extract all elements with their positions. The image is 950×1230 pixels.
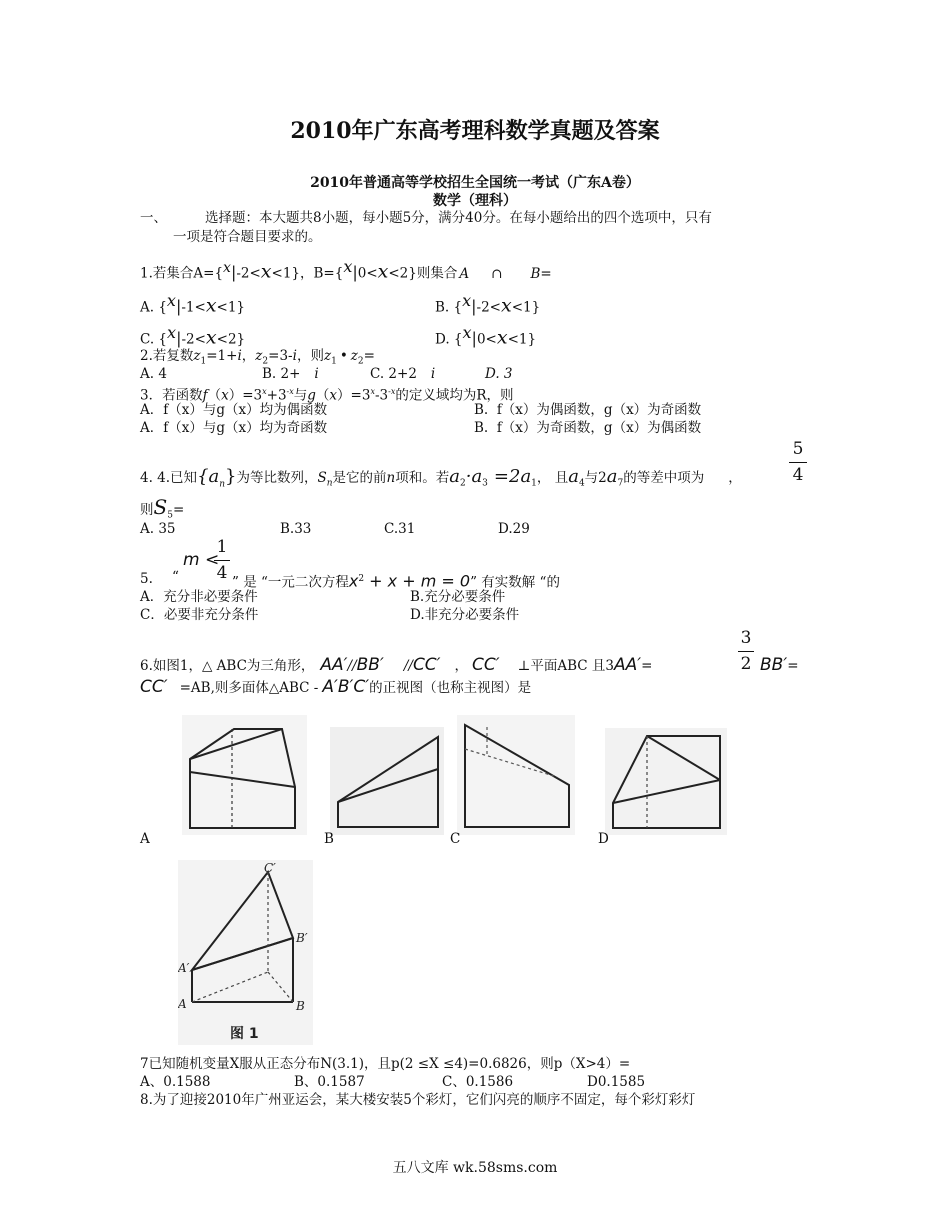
- figure-label-c: C: [450, 831, 461, 847]
- question-1: 1.若集合A={$^x$|-2<x<1}，B={$^x$|0<x<2}则集合 A ∩ B=: [140, 257, 552, 283]
- q1-option-a: A. {$^x$|-1<x<1}: [140, 291, 246, 317]
- q6-fraction-bar: [738, 651, 754, 652]
- q5-fraction-denominator: 4: [216, 563, 228, 583]
- fig1-label-a-prime: A′: [178, 961, 190, 975]
- exam-subtitle: 2010年普通高等学校招生全国统一考试（广东A卷）: [310, 175, 640, 191]
- footer-source: 五八文库 wk.58sms.com: [392, 1160, 558, 1176]
- question-6-line-2: CC′ =AB,则多面体△ABC - A′B′C′的正视图（也称主视图）是: [140, 677, 532, 697]
- q3-option-a: A．f（x）与g（x）均为偶函数: [140, 402, 328, 418]
- q4-option-a: A. 35: [140, 521, 176, 537]
- question-3: 3．若函数$f(x)=3^x+3^{-x}$与$g(x)=3^x-3^{-x}$的定义域均为R，则: [140, 387, 514, 404]
- q7-option-c: C、0.1586: [442, 1074, 514, 1090]
- q3-option-c: A．f（x）与g（x）均为奇函数: [140, 420, 328, 436]
- figure-label-b: B: [324, 831, 334, 847]
- question-4: 4. 4.已知$\{a_n\}$为等比数列，$S_n$是它的前n项和。若$a_2\cdot a_3 =2a_1$， 且$a_4$与$2a_7$的等差中项为 ，: [140, 466, 742, 490]
- q3-option-d: B. f（x）为奇函数，g（x）为偶函数: [474, 420, 702, 436]
- q5-option-c: C．必要非充分条件: [140, 607, 259, 623]
- figure-option-b: [330, 727, 444, 835]
- q5-inequality: m <: [183, 550, 220, 570]
- fig1-label-b: B: [296, 999, 305, 1013]
- q7-option-a: A、0.1588: [140, 1074, 211, 1090]
- section-instructions: 选择题：本大题共8小题，每小题5分，满分40分。在每小题给出的四个选项中，只有: [205, 210, 712, 226]
- q2-option-d: D. 3: [485, 366, 513, 382]
- section-number: 一、: [140, 210, 167, 226]
- q7-option-d: D0.1585: [587, 1074, 646, 1090]
- q4-then: 则$S_5=$: [140, 495, 185, 521]
- q3-option-b: B. f（x）为偶函数，g（x）为奇函数: [474, 402, 702, 418]
- figure-1: [178, 860, 313, 1045]
- q2-option-c: C. 2+2 i: [370, 366, 436, 382]
- question-2: 2.若复数$z_1=1+i$，$z_2=3-i$，则$z_1$ • $z_2=$: [140, 348, 375, 367]
- question-7: 7已知随机变量X服从正态分布N(3.1)，且p(2 ≤X ≤4)=0.6826，则p（X>4）=: [140, 1056, 631, 1072]
- q5-option-a: A．充分非必要条件: [140, 589, 258, 605]
- q4-option-c: C.31: [384, 521, 416, 537]
- q5-number: 5.: [140, 571, 153, 587]
- q4-fraction-bar: [789, 462, 807, 463]
- section-instructions-2: 一项是符合题目要求的。: [173, 229, 322, 245]
- q6-fraction-denominator: 2: [740, 654, 752, 674]
- q4-option-d: D.29: [498, 521, 530, 537]
- q4-fraction-numerator: 5: [792, 439, 804, 459]
- q7-option-b: B、0.1587: [294, 1074, 365, 1090]
- question-6-line-1: 6.如图1，△ ABC为三角形， AA′//BB′ //CC′ ， CC′ ⊥平面ABC 且3AA′=: [140, 655, 653, 675]
- q1-option-b: B. {$^x$|-2<x<1}: [435, 291, 541, 317]
- q4-fraction-denominator: 4: [792, 465, 804, 485]
- figure-label-a: A: [140, 831, 150, 847]
- fig1-label-b-prime: B′: [296, 931, 308, 945]
- q5-open-quote: “: [172, 569, 179, 585]
- fig1-label-a: A: [178, 997, 187, 1011]
- q6-fraction-numerator: 3: [740, 628, 752, 648]
- fig1-caption: 图 1: [230, 1026, 259, 1042]
- q6-bb-term: BB′=: [760, 655, 799, 675]
- q1-option-d: D. {$^x$|0<x<1}: [435, 323, 537, 349]
- exam-subject: 数学（理科）: [433, 193, 517, 209]
- figure-option-a: [182, 715, 307, 835]
- figure-option-c: [457, 715, 575, 835]
- q5-text: ” 是 “一元二次方程$x^2 + x + m = 0$” 有实数解 “的: [232, 571, 560, 591]
- fig1-label-c-prime: C′: [264, 861, 276, 875]
- q5-fraction-numerator: 1: [216, 537, 228, 557]
- question-8: 8.为了迎接2010年广州亚运会，某大楼安装5个彩灯，它们闪亮的顺序不固定，每个彩灯彩灯: [140, 1092, 696, 1108]
- q5-fraction-bar: [214, 560, 230, 561]
- page-title: 2010年广东高考理科数学真题及答案: [290, 118, 660, 144]
- q2-option-a: A. 4: [140, 366, 167, 382]
- q1-option-c: C. {$^x$|-2<x<2}: [140, 323, 246, 349]
- q4-option-b: B.33: [280, 521, 312, 537]
- q5-option-b: B.充分必要条件: [410, 589, 506, 605]
- figure-option-d: [605, 728, 727, 835]
- figure-label-d: D: [598, 831, 609, 847]
- q2-option-b: B. 2+ i: [262, 366, 319, 382]
- q5-option-d: D.非充分必要条件: [410, 607, 520, 623]
